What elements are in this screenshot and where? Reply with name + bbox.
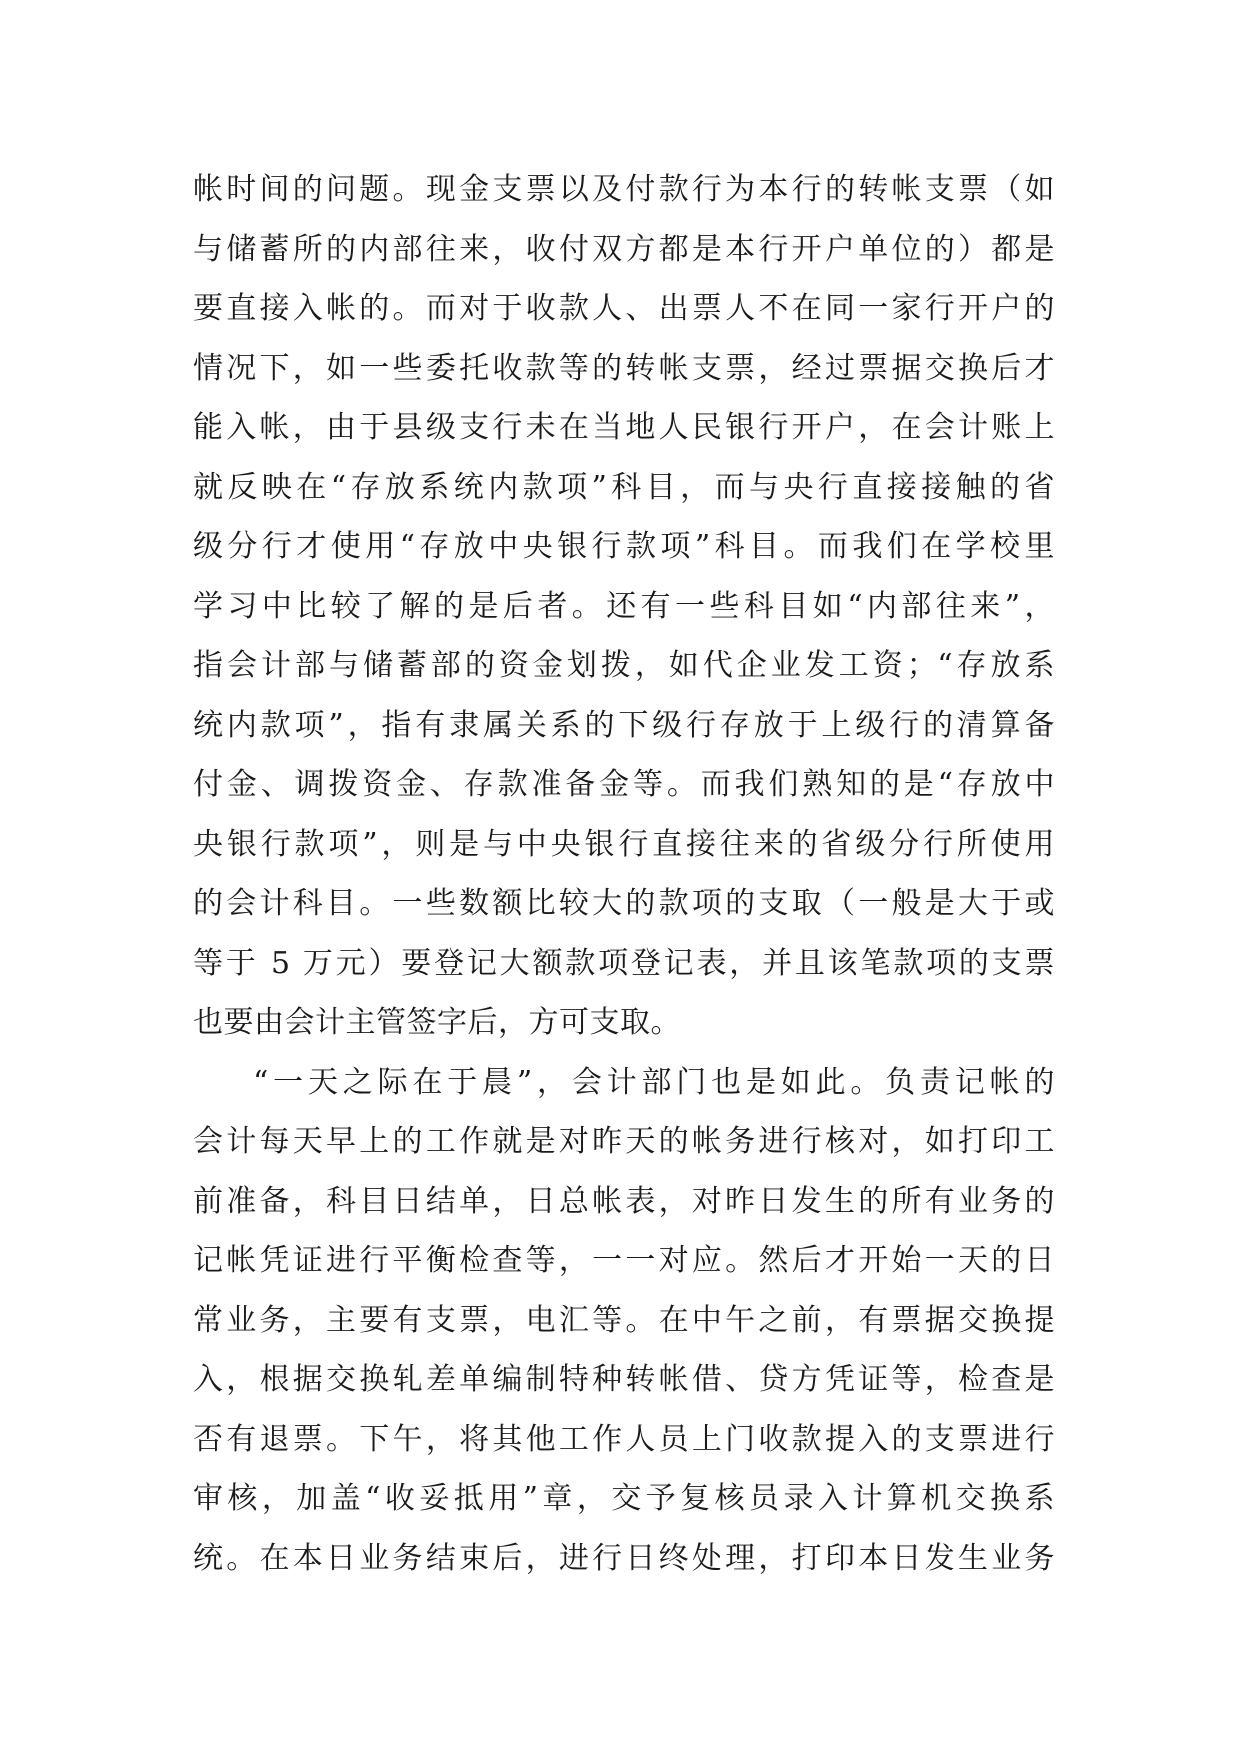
text-line: 会计每天早上的工作就是对昨天的帐务进行核对，如打印工 (193, 1124, 1055, 1159)
text-line: 统。在本日业务结束后，进行日终处理，打印本日发生业务 (193, 1540, 1055, 1576)
text-line: 要直接入帐的。而对于收款人、出票人不在同一家行开户的 (193, 291, 1055, 326)
text-line: 能入帐，由于县级支行未在当地人民银行开户，在会计账上 (193, 410, 1055, 445)
text-line: 学习中比较了解的是后者。还有一些科目如“内部往来”， (193, 588, 1055, 624)
text-line: 否有退票。下午，将其他工作人员上门收款提入的支票进行 (193, 1421, 1055, 1457)
text-line: 前准备，科目日结单，日总帐表，对昨日发生的所有业务的 (193, 1183, 1055, 1219)
text-line: 常业务，主要有支票，电汇等。在中午之前，有票据交换提 (193, 1302, 1055, 1338)
text-line: 央银行款项”，则是与中央银行直接往来的省级分行所使用 (193, 826, 1055, 862)
text-line: 审核，加盖“收妥抵用”章，交予复核员录入计算机交换系 (193, 1481, 1055, 1516)
text-line: 付金、调拨资金、存款准备金等。而我们熟知的是“存放中 (193, 767, 1055, 802)
text-line: 级分行才使用“存放中央银行款项”科目。而我们在学校里 (193, 529, 1055, 564)
text-line: 等于 5 万元）要登记大额款项登记表，并且该笔款项的支票 (193, 945, 1055, 981)
text-line: 也要由会计主管签字后，方可支取。 (193, 1005, 681, 1040)
text-line: 就反映在“存放系统内款项”科目，而与央行直接接触的省 (193, 469, 1055, 505)
text-line: 与储蓄所的内部往来，收付双方都是本行开户单位的）都是 (193, 231, 1055, 267)
paragraph-1 (193, 160, 1055, 1053)
text-line: 指会计部与储蓄部的资金划拨，如代企业发工资；“存放系 (193, 648, 1055, 683)
paragraph-2 (193, 1053, 1055, 1589)
document-body (193, 160, 1055, 1588)
text-line-indented: “一天之际在于晨”，会计部门也是如此。负责记帐的 (253, 1064, 1055, 1100)
text-line: 帐时间的问题。现金支票以及付款行为本行的转帐支票（如 (193, 172, 1055, 207)
text-line: 记帐凭证进行平衡检查等，一一对应。然后才开始一天的日 (193, 1243, 1055, 1278)
text-line: 情况下，如一些委托收款等的转帐支票，经过票据交换后才 (193, 350, 1055, 386)
text-line: 统内款项”，指有隶属关系的下级行存放于上级行的清算备 (193, 707, 1055, 743)
text-line: 的会计科目。一些数额比较大的款项的支取（一般是大于或 (193, 886, 1055, 921)
text-line: 入，根据交换轧差单编制特种转帐借、贷方凭证等，检查是 (193, 1362, 1055, 1397)
